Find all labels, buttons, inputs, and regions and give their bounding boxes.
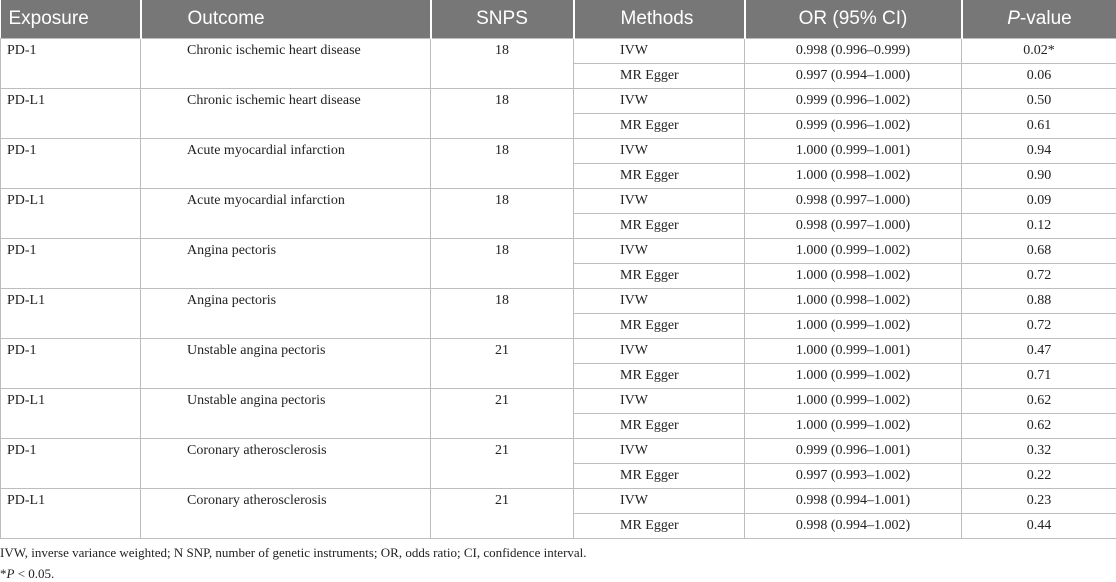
exposure-cell: PD-L1 (1, 88, 141, 138)
or-cell: 0.999 (0.996–1.002) (745, 113, 962, 138)
p-value-cell: 0.90 (962, 163, 1116, 188)
method-cell: IVW (574, 38, 745, 63)
exposure-cell: PD-L1 (1, 388, 141, 438)
snps-cell: 18 (431, 188, 574, 238)
or-cell: 0.998 (0.997–1.000) (745, 188, 962, 213)
or-cell: 1.000 (0.999–1.002) (745, 413, 962, 438)
snps-cell: 18 (431, 38, 574, 88)
or-cell: 1.000 (0.998–1.002) (745, 288, 962, 313)
exposure-cell: PD-1 (1, 138, 141, 188)
or-cell: 1.000 (0.999–1.001) (745, 338, 962, 363)
p-value-cell: 0.62 (962, 388, 1116, 413)
significance-text: < 0.05. (14, 566, 54, 581)
method-cell: IVW (574, 138, 745, 163)
exposure-cell: PD-1 (1, 338, 141, 388)
or-cell: 0.999 (0.996–1.002) (745, 88, 962, 113)
table-row (1, 488, 1116, 513)
header-outcome: Outcome (141, 0, 431, 38)
p-value-cell: 0.32 (962, 438, 1116, 463)
snps-cell: 21 (431, 438, 574, 488)
p-value-cell: 0.71 (962, 363, 1116, 388)
p-value-cell: 0.09 (962, 188, 1116, 213)
method-cell: MR Egger (574, 363, 745, 388)
snps-cell: 18 (431, 88, 574, 138)
significance-marker: * (0, 566, 7, 581)
or-cell: 0.998 (0.997–1.000) (745, 213, 962, 238)
method-cell: MR Egger (574, 163, 745, 188)
p-value-cell: 0.88 (962, 288, 1116, 313)
method-cell: MR Egger (574, 263, 745, 288)
footnote-abbreviations: IVW, inverse variance weighted; N SNP, number of genetic instruments; OR, odds ratio; CI, confidence interval. (0, 545, 587, 561)
header-methods: Methods (574, 0, 745, 38)
method-cell: MR Egger (574, 513, 745, 538)
p-value-cell: 0.94 (962, 138, 1116, 163)
or-cell: 1.000 (0.999–1.002) (745, 388, 962, 413)
table-row (1, 88, 1116, 113)
p-value-cell: 0.44 (962, 513, 1116, 538)
exposure-cell: PD-L1 (1, 288, 141, 338)
table-row (1, 388, 1116, 413)
p-value-cell: 0.02* (962, 38, 1116, 63)
header-snps: SNPS (431, 0, 574, 38)
p-value-cell: 0.06 (962, 63, 1116, 88)
exposure-cell: PD-1 (1, 38, 141, 88)
p-value-cell: 0.23 (962, 488, 1116, 513)
footnote-significance (0, 566, 54, 582)
outcome-cell: Chronic ischemic heart disease (141, 88, 431, 138)
exposure-cell: PD-L1 (1, 188, 141, 238)
method-cell: IVW (574, 438, 745, 463)
p-value-cell: 0.47 (962, 338, 1116, 363)
snps-cell: 21 (431, 488, 574, 538)
p-value-cell: 0.61 (962, 113, 1116, 138)
table-row (1, 188, 1116, 213)
or-cell: 0.998 (0.994–1.001) (745, 488, 962, 513)
significance-p: P (7, 566, 15, 581)
or-cell: 1.000 (0.999–1.002) (745, 313, 962, 338)
method-cell: MR Egger (574, 63, 745, 88)
method-cell: IVW (574, 488, 745, 513)
or-cell: 0.998 (0.996–0.999) (745, 38, 962, 63)
or-cell: 0.998 (0.994–1.002) (745, 513, 962, 538)
snps-cell: 21 (431, 338, 574, 388)
method-cell: MR Egger (574, 463, 745, 488)
p-value-cell: 0.72 (962, 263, 1116, 288)
p-value-cell: 0.72 (962, 313, 1116, 338)
table-row (1, 338, 1116, 363)
outcome-cell: Angina pectoris (141, 238, 431, 288)
method-cell: MR Egger (574, 413, 745, 438)
or-cell: 1.000 (0.999–1.001) (745, 138, 962, 163)
p-value-cell: 0.12 (962, 213, 1116, 238)
snps-cell: 18 (431, 138, 574, 188)
header-p-value (962, 0, 1116, 38)
method-cell: MR Egger (574, 313, 745, 338)
table-row (1, 438, 1116, 463)
snps-cell: 18 (431, 288, 574, 338)
outcome-cell: Acute myocardial infarction (141, 138, 431, 188)
header-or: OR (95% CI) (745, 0, 962, 38)
method-cell: MR Egger (574, 213, 745, 238)
snps-cell: 18 (431, 238, 574, 288)
outcome-cell: Coronary atherosclerosis (141, 438, 431, 488)
or-cell: 1.000 (0.999–1.002) (745, 363, 962, 388)
method-cell: IVW (574, 338, 745, 363)
or-cell: 0.997 (0.994–1.000) (745, 63, 962, 88)
or-cell: 0.999 (0.996–1.001) (745, 438, 962, 463)
table-row (1, 38, 1116, 63)
method-cell: IVW (574, 388, 745, 413)
method-cell: IVW (574, 288, 745, 313)
or-cell: 0.997 (0.993–1.002) (745, 463, 962, 488)
exposure-cell: PD-L1 (1, 488, 141, 538)
method-cell: IVW (574, 238, 745, 263)
snps-cell: 21 (431, 388, 574, 438)
or-cell: 1.000 (0.999–1.002) (745, 238, 962, 263)
outcome-cell: Chronic ischemic heart disease (141, 38, 431, 88)
table-header (1, 0, 1116, 38)
outcome-cell: Unstable angina pectoris (141, 388, 431, 438)
outcome-cell: Coronary atherosclerosis (141, 488, 431, 538)
method-cell: IVW (574, 188, 745, 213)
outcome-cell: Unstable angina pectoris (141, 338, 431, 388)
table-row (1, 288, 1116, 313)
table-row (1, 138, 1116, 163)
outcome-cell: Acute myocardial infarction (141, 188, 431, 238)
or-cell: 1.000 (0.998–1.002) (745, 163, 962, 188)
method-cell: IVW (574, 88, 745, 113)
header-p-italic: P (1007, 8, 1020, 29)
p-value-cell: 0.62 (962, 413, 1116, 438)
header-p-suffix: -value (1020, 8, 1072, 29)
or-cell: 1.000 (0.998–1.002) (745, 263, 962, 288)
exposure-cell: PD-1 (1, 238, 141, 288)
header-exposure: Exposure (1, 0, 141, 38)
method-cell: MR Egger (574, 113, 745, 138)
p-value-cell: 0.68 (962, 238, 1116, 263)
p-value-cell: 0.22 (962, 463, 1116, 488)
exposure-cell: PD-1 (1, 438, 141, 488)
table-row (1, 238, 1116, 263)
table-body (1, 38, 1116, 538)
p-value-cell: 0.50 (962, 88, 1116, 113)
outcome-cell: Angina pectoris (141, 288, 431, 338)
